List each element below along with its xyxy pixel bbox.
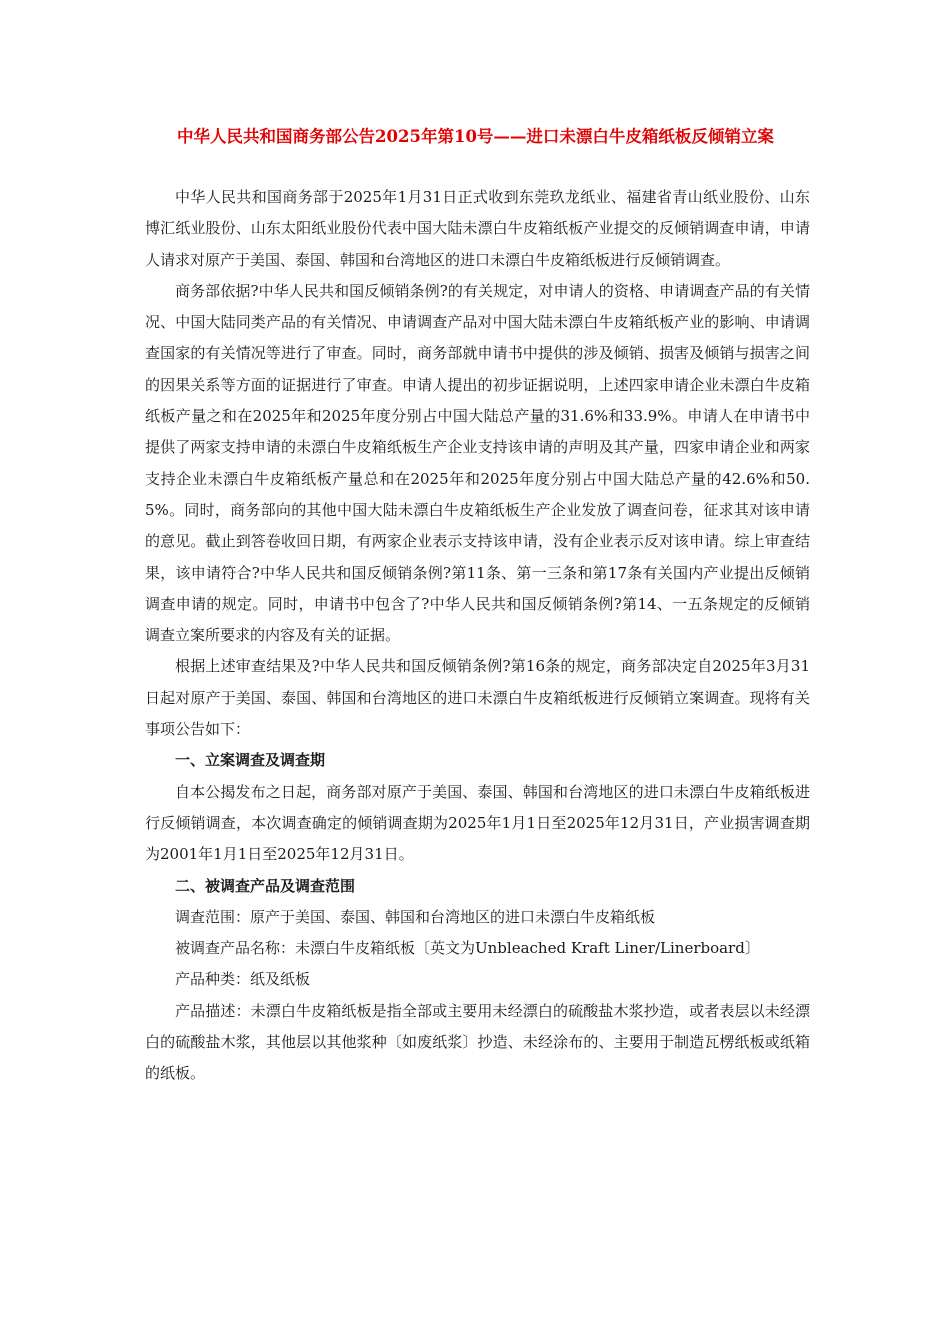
document-page	[145, 122, 810, 1090]
document-title: 中华人民共和国商务部公告2025年第10号——进口未漂白牛皮箱纸板反倾销立案	[177, 127, 774, 146]
paragraph-intro: 中华人民共和国商务部于2025年1月31日正式收到东莞玖龙纸业、福建省青山纸业股份、山东博汇纸业股份、山东太阳纸业股份代表中国大陆未漂白牛皮箱纸板产业提交的反倾销调查申请，申请人请求对原产于美国、泰国、韩国和台湾地区的进口未漂白牛皮箱纸板进行反倾销调查。	[145, 188, 810, 269]
paragraph-scope: 调查范围：原产于美国、泰国、韩国和台湾地区的进口未漂白牛皮箱纸板	[175, 907, 656, 926]
paragraph-decision: 根据上述审查结果及?中华人民共和国反倾销条例?第16条的规定，商务部决定自2025年3月31日起对原产于美国、泰国、韩国和台湾地区的进口未漂白牛皮箱纸板进行反倾销立案调查。现将有关事项公告如下：	[145, 657, 810, 739]
section-heading-product-scope: 二、被调查产品及调查范围	[175, 876, 356, 895]
section-heading-investigation-period: 一、立案调查及调查期	[175, 751, 326, 770]
paragraph-investigation-period: 自本公揭发布之日起，商务部对原产于美国、泰国、韩国和台湾地区的进口未漂白牛皮箱纸板进行反倾销调查，本次调查确定的倾销调查期为2025年1月1日至2025年12月31日，产业损害调查期为2001年1月1日至2025年12月31日。	[145, 782, 810, 864]
paragraph-product-description: 产品描述：未漂白牛皮箱纸板是指全部或主要用未经漂白的硫酸盐木浆抄造，或者表层以未经漂白的硫酸盐木浆，其他层以其他浆种〔如废纸浆〕抄造、未经涂布的、主要用于制造瓦楞纸板或纸箱的纸板。	[145, 1001, 810, 1083]
paragraph-product-name: 被调查产品名称：未漂白牛皮箱纸板〔英文为Unbleached Kraft Liner/Linerboard〕	[175, 939, 760, 958]
paragraph-review: 商务部依据?中华人民共和国反倾销条例?的有关规定，对申请人的资格、申请调查产品的有关情况、中国大陆同类产品的有关情况、申请调查产品对中国大陆未漂白牛皮箱纸板产业的影响、申请调查国家的有关情况等进行了审查。同时，商务部就申请书中提供的涉及倾销、损害及倾销与损害之间的因果关系等方面的证据进行了审查。申请人提出的初步证据说明，上述四家申请企业未漂白牛皮箱纸板产量之和在2025年和2025年度分别占中国大陆总产量的31.6%和33.9%。申请人在申请书中提供了两家支持申请的未漂白牛皮箱纸板生产企业支持该申请的声明及其产量，四家申请企业和两家支持企业未漂白牛皮箱纸板产量总和在2025年和2025年度分别占中国大陆总产量的42.6%和50.5%。同时，商务部向的其他中国大陆未漂白牛皮箱纸板生产企业发放了调查问卷，征求其对该申请的意见。截止到答卷收回日期，有两家企业表示支持该申请，没有企业表示反对该申请。综上审查结果，该申请符合?中华人民共和国反倾销条例?第11条、第一三条和第17条有关国内产业提出反倾销调查申请的规定。同时，申请书中包含了?中华人民共和国反倾销条例?第14、一五条规定的反倾销调查立案所要求的内容及有关的证据。	[145, 281, 810, 645]
paragraph-product-category: 产品种类：纸及纸板	[175, 970, 311, 989]
